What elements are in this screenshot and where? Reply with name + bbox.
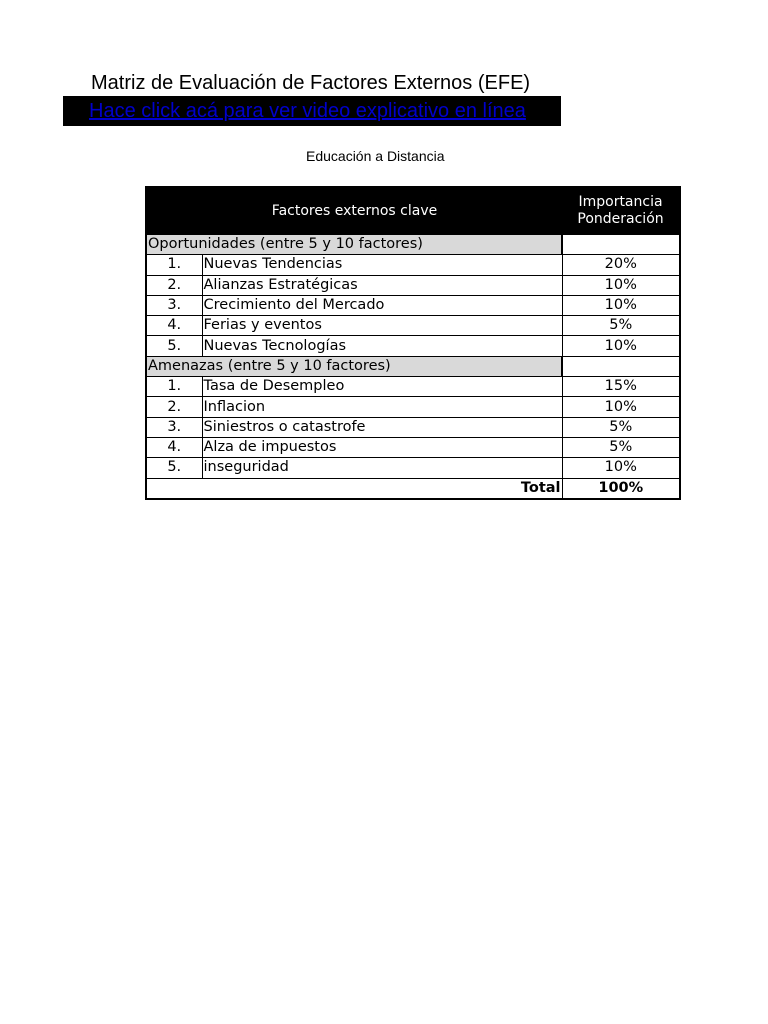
table-row xyxy=(146,336,680,356)
table-row xyxy=(146,255,680,275)
header-importance-line1: Importancia xyxy=(578,194,663,210)
total-label[interactable]: Total xyxy=(146,478,562,499)
row-factor[interactable]: Nuevas Tecnologías xyxy=(202,336,562,356)
section-cell-empty[interactable] xyxy=(562,235,680,255)
row-number[interactable]: 4. xyxy=(146,316,202,336)
row-number[interactable]: 3. xyxy=(146,417,202,437)
row-number[interactable]: 2. xyxy=(146,397,202,417)
efe-matrix-table xyxy=(145,186,681,500)
row-weight[interactable]: 20% xyxy=(562,255,680,275)
row-weight[interactable]: 10% xyxy=(562,397,680,417)
page-subtitle: Educación a Distancia xyxy=(306,148,445,164)
row-factor[interactable]: Inflacion xyxy=(202,397,562,417)
total-value[interactable]: 100% xyxy=(562,478,680,499)
header-importance xyxy=(562,187,680,235)
row-weight[interactable]: 10% xyxy=(562,295,680,315)
row-weight[interactable]: 10% xyxy=(562,458,680,478)
total-row xyxy=(146,478,680,499)
table-row xyxy=(146,377,680,397)
header-factors: Factores externos clave xyxy=(146,187,562,235)
row-weight[interactable]: 10% xyxy=(562,275,680,295)
table-row xyxy=(146,316,680,336)
table-row xyxy=(146,417,680,437)
row-weight[interactable]: 5% xyxy=(562,437,680,457)
table-header-row xyxy=(146,187,680,235)
video-explanation-link[interactable]: Hace click acá para ver video explicativo en línea xyxy=(89,100,526,122)
section-label-opportunities[interactable]: Oportunidades (entre 5 y 10 factores) xyxy=(146,235,562,255)
row-factor[interactable]: Nuevas Tendencias xyxy=(202,255,562,275)
video-link-banner xyxy=(63,96,561,126)
row-number[interactable]: 2. xyxy=(146,275,202,295)
row-factor[interactable]: Siniestros o catastrofe xyxy=(202,417,562,437)
row-weight[interactable]: 10% xyxy=(562,336,680,356)
table-row xyxy=(146,397,680,417)
table-row xyxy=(146,458,680,478)
section-threats xyxy=(146,356,680,376)
section-label-threats[interactable]: Amenazas (entre 5 y 10 factores) xyxy=(146,356,562,376)
row-factor[interactable]: Ferias y eventos xyxy=(202,316,562,336)
row-number[interactable]: 5. xyxy=(146,336,202,356)
row-factor[interactable]: inseguridad xyxy=(202,458,562,478)
row-number[interactable]: 3. xyxy=(146,295,202,315)
row-number[interactable]: 1. xyxy=(146,255,202,275)
row-number[interactable]: 5. xyxy=(146,458,202,478)
row-weight[interactable]: 15% xyxy=(562,377,680,397)
row-weight[interactable]: 5% xyxy=(562,316,680,336)
row-factor[interactable]: Crecimiento del Mercado xyxy=(202,295,562,315)
row-weight[interactable]: 5% xyxy=(562,417,680,437)
row-factor[interactable]: Tasa de Desempleo xyxy=(202,377,562,397)
row-number[interactable]: 4. xyxy=(146,437,202,457)
header-importance-line2: Ponderación xyxy=(577,211,664,227)
page-title: Matriz de Evaluación de Factores Externos (EFE) xyxy=(91,72,531,94)
table-row xyxy=(146,275,680,295)
row-factor[interactable]: Alza de impuestos xyxy=(202,437,562,457)
row-number[interactable]: 1. xyxy=(146,377,202,397)
row-factor[interactable]: Alianzas Estratégicas xyxy=(202,275,562,295)
table-row xyxy=(146,295,680,315)
section-opportunities xyxy=(146,235,680,255)
table-row xyxy=(146,437,680,457)
section-cell-empty[interactable] xyxy=(562,356,680,376)
